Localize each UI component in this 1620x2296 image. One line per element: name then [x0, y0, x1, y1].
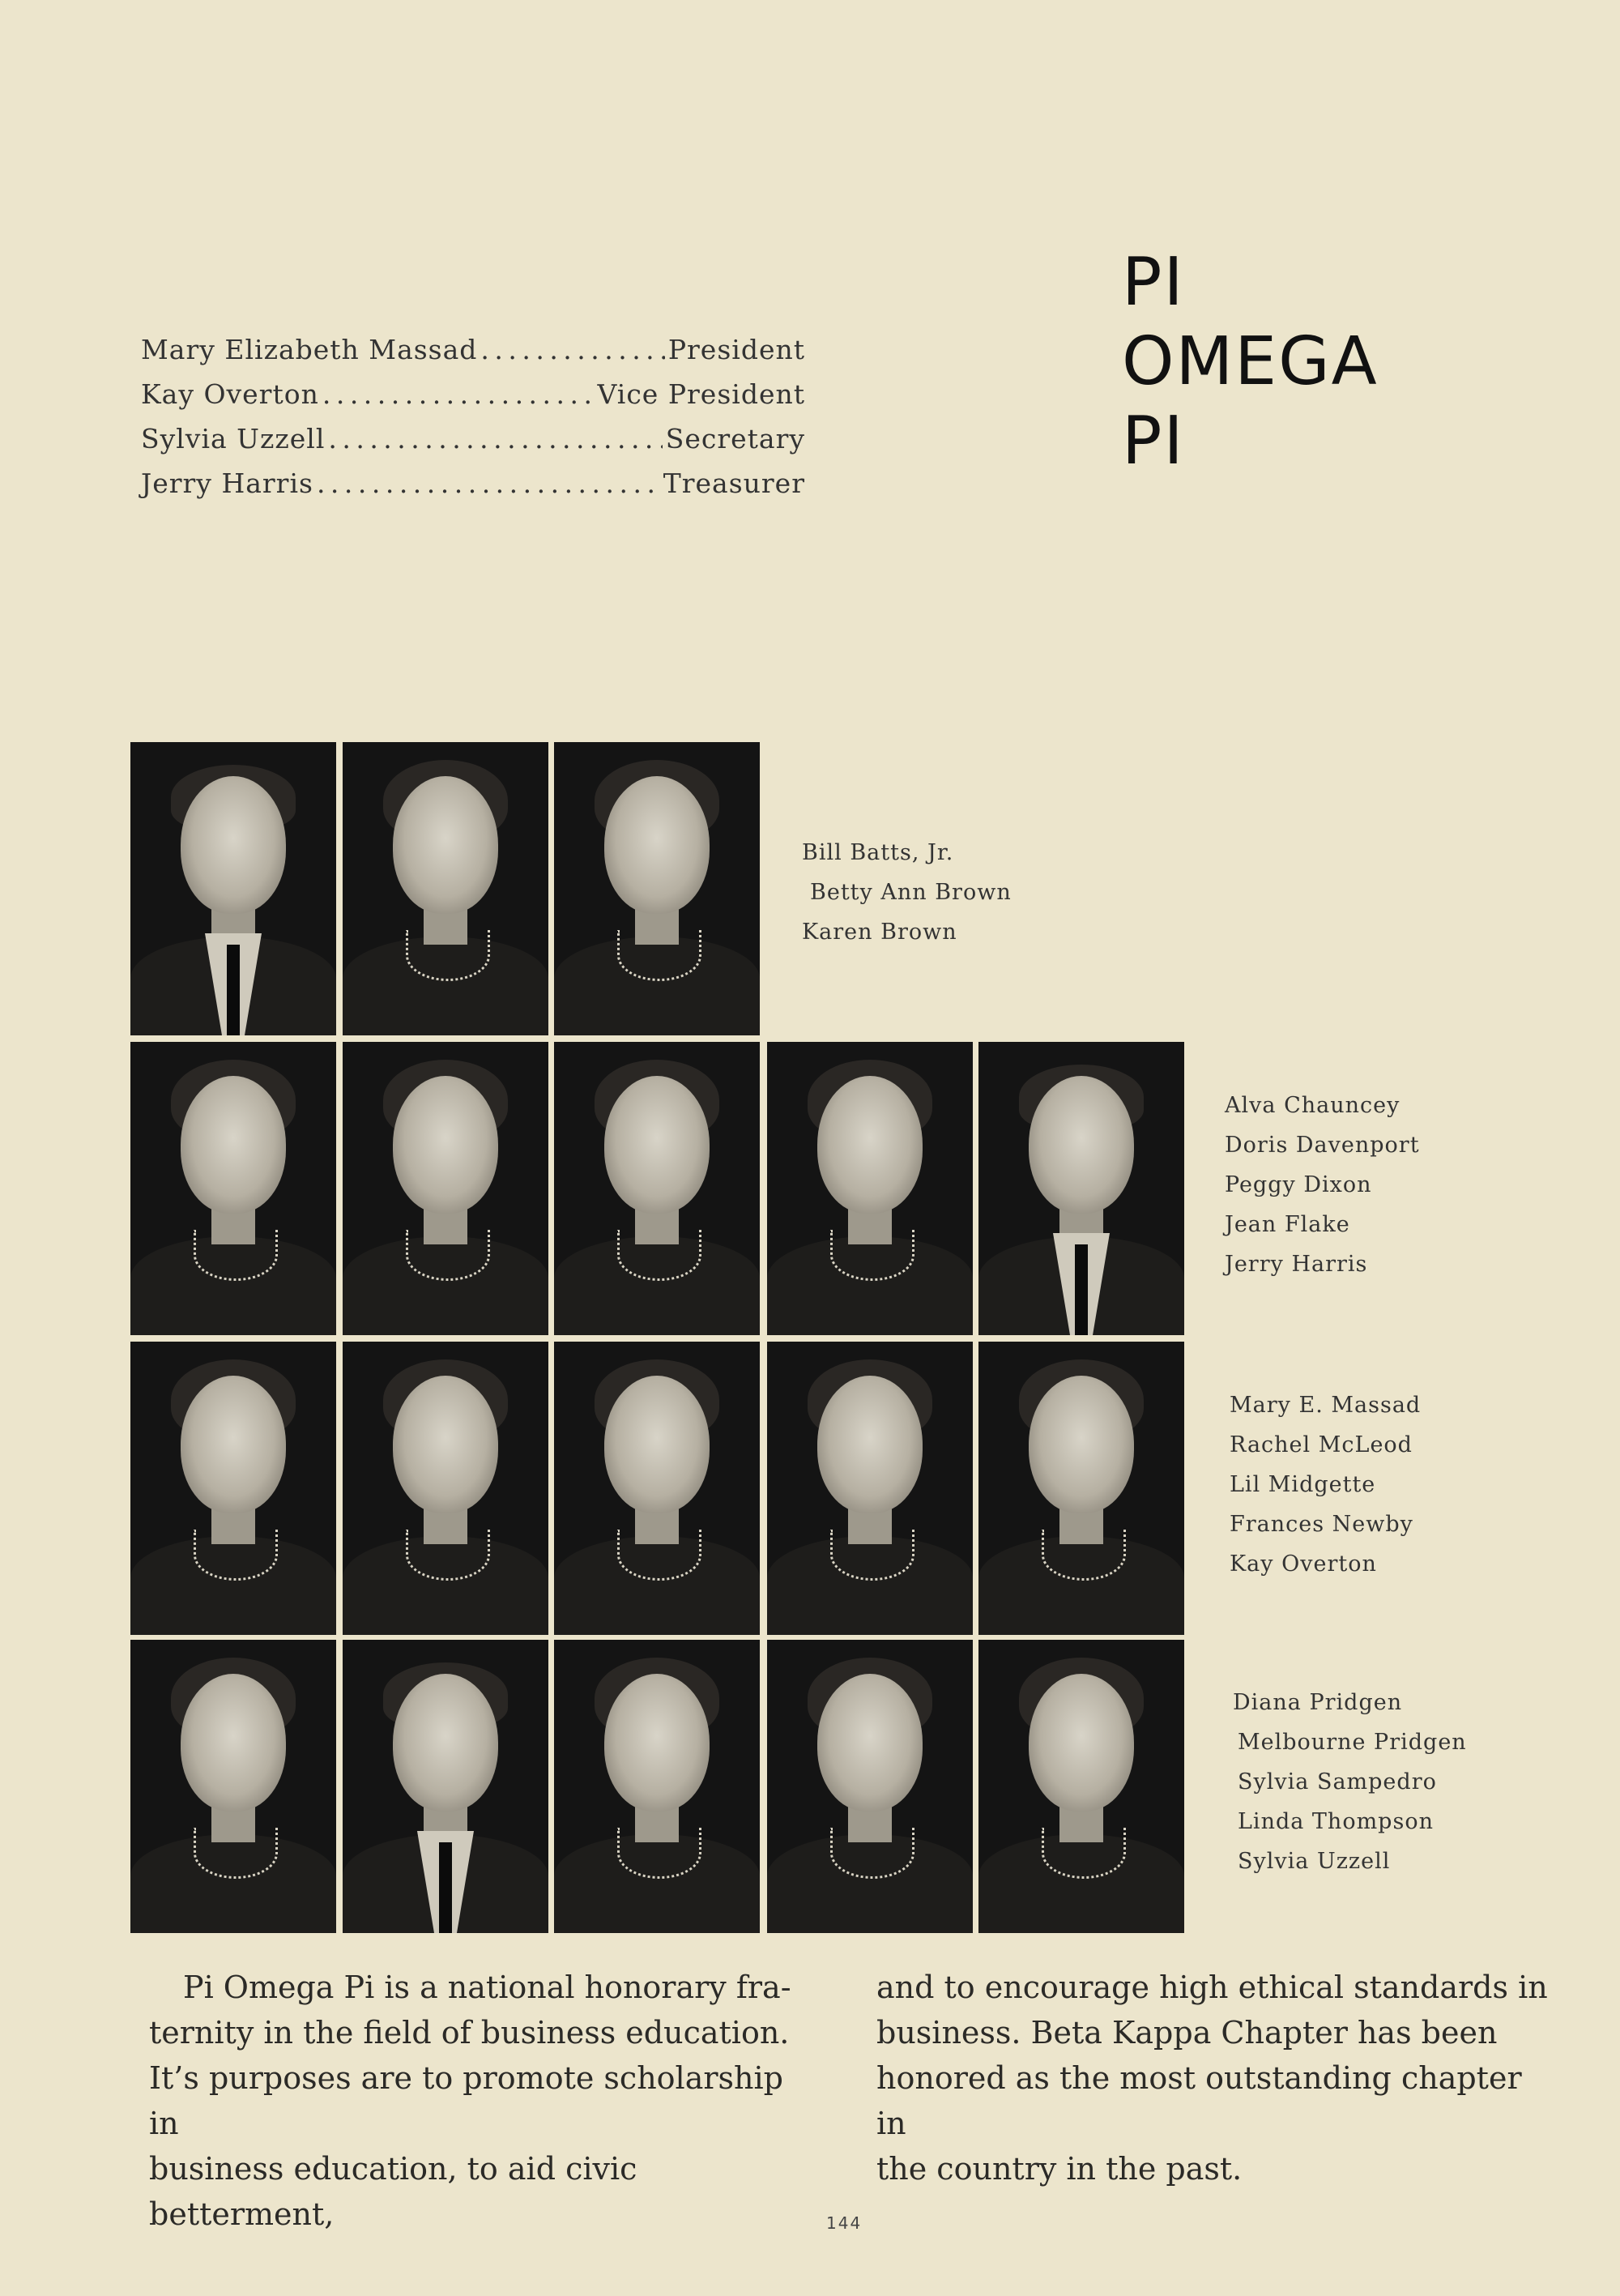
paragraph-line: the country in the past. [876, 2151, 1243, 2187]
officers-list [141, 334, 805, 512]
member-portrait [130, 1042, 336, 1335]
member-portrait [978, 1342, 1184, 1635]
title-line: OMEGA [1122, 323, 1379, 400]
title-line: PI [1122, 403, 1185, 480]
officer-role: Secretary [665, 423, 805, 455]
member-name: Sylvia Uzzell [1238, 1849, 1391, 1874]
member-portrait [343, 742, 548, 1035]
member-portrait [130, 1342, 336, 1635]
page-title [1122, 243, 1379, 481]
dot-leader [480, 334, 664, 365]
member-portrait [554, 742, 760, 1035]
member-name: Betty Ann Brown [810, 880, 1012, 905]
officer-role: Vice President [597, 378, 805, 410]
row-2-names [1225, 1086, 1420, 1284]
description-right-column [876, 1965, 1549, 2191]
paragraph-line: business. Beta Kappa Chapter has been [876, 2015, 1498, 2051]
member-name: Kay Overton [1230, 1551, 1377, 1577]
member-portrait [978, 1640, 1184, 1933]
dot-leader [317, 467, 660, 499]
member-portrait [130, 742, 336, 1035]
officer-role: Treasurer [663, 467, 805, 499]
member-portrait [343, 1640, 548, 1933]
member-name: Melbourne Pridgen [1238, 1730, 1467, 1755]
row-1-names [802, 833, 1012, 952]
member-name: Lil Midgette [1230, 1472, 1376, 1497]
officer-row [141, 467, 805, 512]
member-name: Doris Davenport [1225, 1133, 1420, 1158]
member-name: Jerry Harris [1225, 1252, 1368, 1277]
member-name: Karen Brown [802, 920, 957, 945]
member-name: Diana Pridgen [1233, 1690, 1403, 1715]
member-name: Rachel McLeod [1230, 1432, 1413, 1457]
member-portrait [554, 1640, 760, 1933]
paragraph-line: ternity in the field of business education. [149, 2015, 790, 2051]
officer-name: Kay Overton [141, 378, 319, 410]
paragraph-line: Pi Omega Pi is a national honorary fra- [183, 1970, 791, 2005]
member-portrait [130, 1640, 336, 1933]
paragraph-line: and to encourage high ethical standards in [876, 1970, 1548, 2005]
member-name: Bill Batts, Jr. [802, 840, 954, 865]
officer-name: Mary Elizabeth Massad [141, 334, 478, 365]
row-3-names [1230, 1385, 1421, 1584]
dot-leader [328, 423, 662, 455]
member-portrait [554, 1342, 760, 1635]
member-portrait [767, 1640, 973, 1933]
paragraph-line: It’s purposes are to promote scholarship in [149, 2060, 783, 2141]
row-4-names [1233, 1683, 1467, 1881]
member-name: Frances Newby [1230, 1512, 1413, 1537]
member-portrait [343, 1042, 548, 1335]
officer-name: Jerry Harris [141, 467, 313, 499]
member-name: Peggy Dixon [1225, 1172, 1372, 1197]
officer-row [141, 423, 805, 467]
paragraph-line: business education, to aid civic betterment, [149, 2151, 637, 2232]
officer-row [141, 378, 805, 423]
page-number: 144 [826, 2213, 863, 2233]
dot-leader [322, 378, 595, 410]
description-left-column [149, 1965, 813, 2237]
member-portrait [767, 1342, 973, 1635]
title-line: PI [1122, 244, 1185, 321]
officer-name: Sylvia Uzzell [141, 423, 326, 455]
member-name: Sylvia Sampedro [1238, 1769, 1437, 1795]
member-portrait [343, 1342, 548, 1635]
member-portrait [978, 1042, 1184, 1335]
officer-role: President [667, 334, 805, 365]
member-portrait [767, 1042, 973, 1335]
member-name: Mary E. Massad [1230, 1393, 1422, 1418]
paragraph-line: honored as the most outstanding chapter in [876, 2060, 1522, 2141]
member-name: Jean Flake [1225, 1212, 1350, 1237]
member-portrait [554, 1042, 760, 1335]
member-name: Linda Thompson [1238, 1809, 1434, 1834]
officer-row [141, 334, 805, 378]
member-name: Alva Chauncey [1225, 1093, 1400, 1118]
